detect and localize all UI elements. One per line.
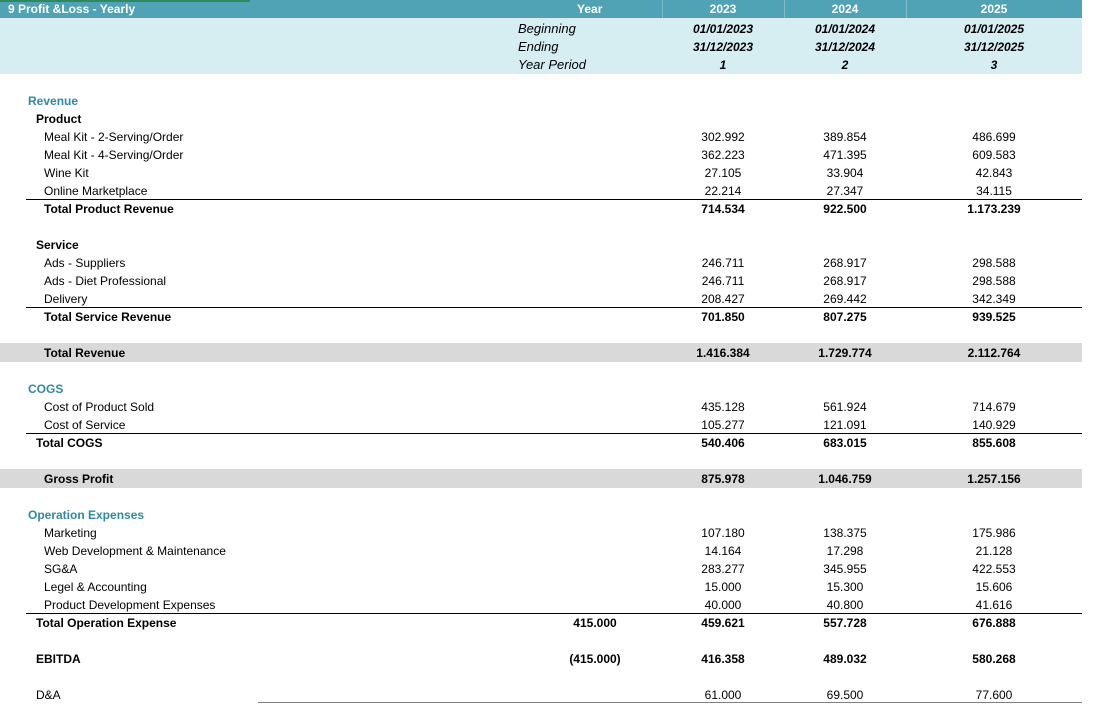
total-2023: 875.978 — [701, 472, 745, 486]
period-2025: 3 — [990, 58, 998, 72]
total-2024: 489.032 — [823, 652, 867, 666]
value-2024: 389.854 — [823, 130, 867, 144]
year-2023: 2023 — [709, 2, 737, 16]
total-2023: 540.406 — [701, 436, 745, 450]
begin-2024: 01/01/2024 — [814, 22, 876, 36]
value-2025: 298.588 — [972, 256, 1016, 270]
value-2025: 21.128 — [975, 544, 1013, 558]
value-2025: 486.699 — [972, 130, 1016, 144]
row-label: Meal Kit - 4-Serving/Order — [44, 148, 184, 162]
value-2023: 15.000 — [704, 580, 742, 594]
value-2025: 42.843 — [975, 166, 1013, 180]
ebitda-label: EBITDA — [36, 652, 81, 666]
ebitda-initial-value: (415.000) — [569, 652, 621, 666]
section-cogs: COGS — [28, 382, 64, 396]
value-2024: 27.347 — [826, 184, 864, 198]
value-2025: 34.115 — [976, 184, 1012, 198]
subsection-service: Service — [36, 238, 79, 252]
subsection-product: Product — [36, 112, 82, 126]
row-label: Cost of Service — [44, 418, 126, 432]
value-2024: 471.395 — [823, 148, 867, 162]
end-2023: 31/12/2023 — [692, 40, 754, 54]
row-label: Ads - Diet Professional — [44, 274, 167, 288]
value-2025: 140.929 — [972, 418, 1016, 432]
value-2023: 208.427 — [701, 292, 745, 306]
value-2024: 561.924 — [823, 400, 867, 414]
value-2023: 302.992 — [701, 130, 745, 144]
value-2024: 138.375 — [823, 526, 867, 540]
end-2025: 31/12/2025 — [963, 40, 1025, 54]
total-opex-label: Total Operation Expense — [36, 616, 177, 630]
value-2024: 40.800 — [826, 598, 864, 612]
total-revenue-label: Total Revenue — [44, 346, 126, 360]
value-2023: 14.164 — [704, 544, 742, 558]
total-2024: 807.275 — [823, 310, 867, 324]
gross-profit-label: Gross Profit — [44, 472, 114, 486]
total-2023: 701.850 — [701, 310, 745, 324]
value-2024: 268.917 — [823, 274, 867, 288]
bottom-rule — [258, 702, 1082, 703]
value-2025: 15.606 — [975, 580, 1013, 594]
total-2024: 1.046.759 — [818, 472, 872, 486]
value-2023: 246.711 — [701, 256, 745, 270]
value-2023: 435.128 — [701, 400, 745, 414]
value-2023: 246.711 — [701, 274, 745, 288]
value-2024: 268.917 — [823, 256, 867, 270]
total-2025: 580.268 — [972, 652, 1016, 666]
row-label: Delivery — [44, 292, 88, 306]
opex-initial-value: 415.000 — [573, 616, 617, 630]
row-label: Web Development & Maintenance — [44, 544, 226, 558]
value-2024: 33.904 — [826, 166, 864, 180]
value-2024: 345.955 — [823, 562, 867, 576]
ending-label: Ending — [518, 39, 559, 54]
value-2025: 609.583 — [972, 148, 1016, 162]
section-revenue: Revenue — [28, 94, 79, 108]
total-2023: 416.358 — [701, 652, 745, 666]
value-2023: 105.277 — [701, 418, 745, 432]
value-2025: 422.553 — [972, 562, 1016, 576]
begin-2025: 01/01/2025 — [963, 22, 1025, 36]
value-2023: 362.223 — [701, 148, 745, 162]
end-2024: 31/12/2024 — [814, 40, 876, 54]
period-2023: 1 — [719, 58, 727, 72]
value-2025: 41.616 — [975, 598, 1013, 612]
begin-2023: 01/01/2023 — [692, 22, 754, 36]
value-2024: 17.298 — [826, 544, 864, 558]
beginning-label: Beginning — [518, 21, 576, 36]
period-label: Year Period — [518, 57, 586, 72]
value-2025: 342.349 — [972, 292, 1016, 306]
da-label: D&A — [36, 688, 61, 702]
row-label: Marketing — [44, 526, 97, 540]
total-2025: 1.173.239 — [967, 202, 1021, 216]
year-2024: 2024 — [831, 2, 859, 16]
value-2024: 15.300 — [826, 580, 864, 594]
row-label: Cost of Product Sold — [44, 400, 155, 414]
row-label: Legel & Accounting — [44, 580, 147, 594]
value-2023: 40.000 — [704, 598, 742, 612]
total-cogs-label: Total COGS — [36, 436, 103, 450]
year-2025: 2025 — [980, 2, 1008, 16]
row-label: Ads - Suppliers — [44, 256, 126, 270]
value-2025: 175.986 — [972, 526, 1016, 540]
total-2025: 1.257.156 — [967, 472, 1021, 486]
total-service-label: Total Service Revenue — [44, 310, 172, 324]
value-2023: 107.180 — [701, 526, 745, 540]
period-2024: 2 — [841, 58, 849, 72]
sheet-title: 9 Profit &Loss - Yearly — [8, 2, 136, 16]
value-2024: 69.500 — [826, 688, 864, 702]
row-label: SG&A — [44, 562, 78, 576]
value-2024: 121.091 — [823, 418, 867, 432]
value-2023: 61.000 — [704, 688, 742, 702]
total-2024: 1.729.774 — [818, 346, 872, 360]
total-2025: 2.112.764 — [967, 346, 1021, 360]
value-2023: 283.277 — [701, 562, 745, 576]
row-label: Product Development Expenses — [44, 598, 216, 612]
value-2023: 22.214 — [704, 184, 742, 198]
value-2024: 269.442 — [823, 292, 867, 306]
value-2025: 714.679 — [972, 400, 1016, 414]
total-2025: 939.525 — [972, 310, 1016, 324]
total-2024: 683.015 — [823, 436, 867, 450]
value-2025: 298.588 — [972, 274, 1016, 288]
row-label: Wine Kit — [44, 166, 89, 180]
total-2024: 557.728 — [823, 616, 867, 630]
row-label: Meal Kit - 2-Serving/Order — [44, 130, 184, 144]
value-2023: 27.105 — [704, 166, 742, 180]
total-2023: 1.416.384 — [696, 346, 750, 360]
year-label: Year — [577, 2, 603, 16]
row-label: Online Marketplace — [44, 184, 148, 198]
total-2025: 676.888 — [972, 616, 1016, 630]
total-2023: 714.534 — [701, 202, 745, 216]
section-opex: Operation Expenses — [28, 508, 145, 522]
total-2023: 459.621 — [701, 616, 745, 630]
total-2025: 855.608 — [972, 436, 1016, 450]
total-2024: 922.500 — [823, 202, 867, 216]
total-product-label: Total Product Revenue — [44, 202, 174, 216]
value-2025: 77.600 — [975, 688, 1013, 702]
